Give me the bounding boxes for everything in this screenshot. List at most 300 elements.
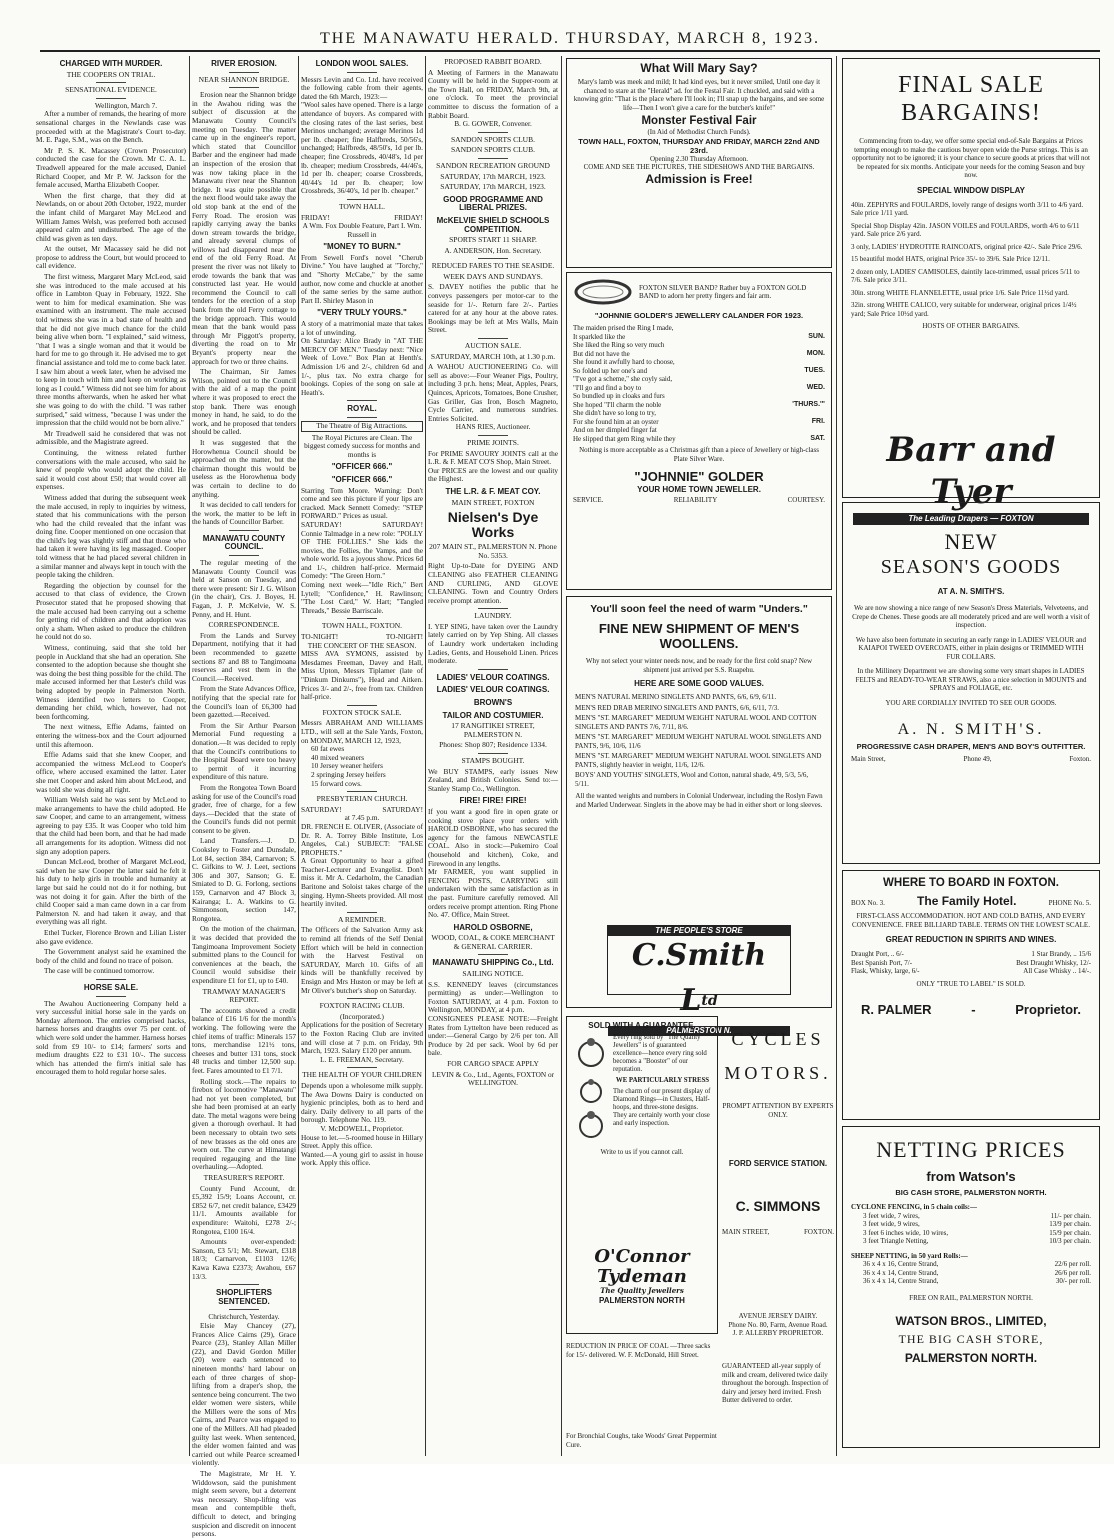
subheadline: TOWN HALL. bbox=[338, 201, 386, 211]
article-paragraph: The Chairman, Sir James Wilson, pointed out to the Council with the aid of a map the point where it was proposed to erect the stop bank. There was enough money in hand, he said, to do the work, and he proposed that tenders should be called. bbox=[192, 367, 296, 437]
separator bbox=[229, 72, 259, 73]
price-value: 15/9 per chain. bbox=[1049, 1228, 1091, 1237]
notice-label: FRIDAY! bbox=[394, 212, 423, 222]
ad-text: GREAT REDUCTION IN SPIRITS AND WINES. bbox=[885, 935, 1057, 944]
ad-guarantee bbox=[566, 1016, 718, 1334]
price-item: 3 feet wide, 7 wires, bbox=[863, 1211, 920, 1220]
notice-text: SPORTS START 11 SHARP. bbox=[449, 235, 537, 245]
ad-text: In the Millinery Department we are showing some very smart shapes in LADIES FELTS and READY-TO-WEAR STRAWS, also a nice selection in MOUNTS and SPRAYS and FOLIAGE, etc. bbox=[855, 667, 1087, 692]
article-paragraph: On the motion of the chairman, it was decided that provided the Tangimoana Improvement Society submitted plans to the Council for conveniences at the beach, the Council would subsidise their expenditure £1 for £1, up to £40. bbox=[192, 924, 296, 985]
verse-line bbox=[573, 409, 825, 418]
article-paragraph: Regarding the objection by counsel for the accused to that class of evidence, the Crown Prosecutor stated that he proposed showing that the male accused had been carrying out a scheme for getting rid of children and that adoption was only a sham. When asked to produce the children he could not do so. bbox=[36, 580, 186, 642]
ad-text: AT A. N. SMITH'S. bbox=[937, 587, 1005, 596]
price-value: 13/9 per chain. bbox=[1049, 1220, 1091, 1228]
price-value: 22/6 per roll. bbox=[1054, 1260, 1091, 1268]
separator bbox=[229, 87, 259, 88]
article-paragraph: Land Transfers.—J. D. Cooksley to Foster and Dunsdale, Lot 84, section 384, Carnarvon; S. C. Gifkins to W. J. Leet, sections 306 and 307, Sanson; G. E. Smiated to D. G. Forlong, sections 159, Carnarvon and 47 Block 3, Kairanga; L. A. Watkins to G. Simmonson, section 147, Rongotea. bbox=[192, 836, 296, 923]
ad-title: CYCLES bbox=[731, 1029, 825, 1049]
article-paragraph: Elsie May Chancey (27), Frances Alice Cairns (29), Grace Pearce (23), Stanley Allan Miller (22), and David Gordon Miller (20) were each sentenced to nineteen months' hard labour on each of three charges of shop-lifting from a draper's shop, the sentence being concurrent. The two elder women were sisters, while the Millers were the sons of Mrs Cairns, and Pearce was engaged to one of the Millers. All had pleaded guilty last week. When sentenced, the elder women fainted and was carried out while Pearce screamed violently. bbox=[192, 1320, 296, 1468]
ad-title: PALMERSTON NORTH. bbox=[904, 1351, 1038, 1365]
list-item: Special Shop Display 42in. JASON VOILES and FOULARDS, worth 4/6 to 6/11 yard. Sale price 2/6 yard. bbox=[851, 221, 1080, 238]
notice-label: SATURDAY! bbox=[382, 519, 423, 529]
notice-text: MAIN STREET, FOXTON bbox=[451, 497, 535, 507]
notice-text: SATURDAY, MARCH 10th, at 1.30 p.m. bbox=[430, 351, 556, 361]
notice-text: For PRIME SAVOURY JOINTS call at the L.R. & F. MEAT CO'S Shop, Main Street. bbox=[428, 448, 558, 467]
price-value: 30/- per roll. bbox=[1055, 1277, 1091, 1285]
notice-text: at 7.45 p.m. bbox=[344, 813, 380, 823]
verse-text: It sparkled like the bbox=[573, 332, 626, 341]
separator bbox=[96, 82, 126, 83]
separator bbox=[478, 954, 508, 955]
price-item: 36 x 4 x 14, Centre Strand, bbox=[863, 1268, 939, 1277]
subheadline: THE COOPERS ON TRIAL. bbox=[66, 69, 156, 79]
price-row bbox=[851, 959, 1091, 968]
article-paragraph: The regular meeting of the Manawatu County Council was held at Sanson on Tuesday, and there were present: Sir J. G. Wilson (in the chair), Crs. J. Boyes, H. Fagan, J. P. McKelvie, W. S. Penny, and H. Hunt. bbox=[192, 558, 296, 619]
signature: HANS RIES, Auctioneer. bbox=[455, 422, 531, 432]
price-list bbox=[851, 1212, 1091, 1246]
ad-title: The Family Hotel. bbox=[917, 894, 1017, 908]
column-rule bbox=[425, 56, 426, 1456]
list-item: 15 beautiful model HATS, original Price 35/- to 39/6. Sale Price 12/11. bbox=[851, 255, 1050, 263]
verse-line bbox=[573, 367, 825, 376]
notice-text: The Royal Pictures are Clean. The biggest comedy success for months and months is bbox=[304, 432, 420, 459]
column-rule bbox=[298, 56, 299, 1456]
price-row bbox=[851, 967, 1091, 976]
headline: HORSE SALE. bbox=[83, 982, 139, 992]
notice-text: Mr FARMER, you want supplied in FENCING POSTS, CARRYING still undertaken with the same satisfaction as in the past. Furniture carefully removed. All orders receive prompt attention. Ring Phone No. 47. Office, Main Street. bbox=[428, 867, 558, 920]
subheadline: FOXTON RACING CLUB. bbox=[319, 1001, 405, 1011]
ad-text: FOXTON. bbox=[803, 1228, 834, 1236]
ad-johnnie-golder bbox=[566, 272, 832, 590]
article-paragraph: Rolling stock.—The repairs to firebox of locomotive "Manawatu" had not yet been completed, but she had been promised at an early date. The metal wagons were being given a thorough overhaul. It had been necessary to obtain two sets of new brasses as the old ones are worn out. The curve at Himatangi required regauging and the line overhauling.—Adopted. bbox=[192, 1076, 296, 1172]
notice-text: Coming next week—"Idle Rich," Bert Lytell; "Confidence," H. Rawlinson; "The Lost Card," W. Hart; "Tangled Threads," Bessie Barriscale. bbox=[301, 580, 423, 615]
headline: LADIES' VELOUR COATINGS. bbox=[436, 672, 550, 682]
notice-text: CONSIGNEES PLEASE NOTE:—Freight Rates from Lyttelton have been reduced as under:—General Cargo by 2/6 per ton. All Produce by 2d per sack. Wool by 6d per bale. bbox=[428, 1014, 558, 1058]
subheadline: PRESBYTERIAN CHURCH. bbox=[316, 794, 408, 804]
article-paragraph: It was decided to call tenders for the work, the matter to be left in the hands of Councillor Barber. bbox=[192, 500, 296, 527]
verse-text: And on her dimpled finger fat bbox=[573, 426, 657, 434]
article-paragraph: From the Lands and Survey Department, notifying that it had been recommended to gazette sections 87 and 88 to Tangimoana reserves and vest them in the Council.—Received. bbox=[192, 630, 296, 683]
notice-text: S. DAVEY notifies the public that he conveys passengers per motor-car to the seaside for 1/-. Return fare 2/-. Parties catered for at any hour at the above rates. Bookings may be left at Mrs Walls, Main Street. bbox=[428, 282, 558, 335]
subheadline: SANDON RECREATION GROUND bbox=[436, 160, 550, 170]
article-paragraph: Continuing, the witness related further conversations with the male accused, who said he knew of people who would adopt the child. He said it would cost about £50; that would cover all expenses. bbox=[36, 447, 186, 492]
ad-title: Monster Festival Fair bbox=[641, 115, 757, 127]
notice-text: House to let.—5-roomed house in Hillary Street. Apply this office. bbox=[301, 1132, 423, 1151]
verse-day: MON. bbox=[806, 349, 825, 357]
verse-text: "I've got a scheme," she coyly said, bbox=[573, 375, 673, 383]
separator bbox=[478, 258, 508, 259]
verse-day: TUES. bbox=[804, 366, 825, 374]
logo-text: C.Smith L bbox=[631, 938, 767, 1018]
ad-title: R. PALMER bbox=[861, 1002, 932, 1017]
signature: A. ANDERSON, Hon. Secretary. bbox=[444, 245, 542, 255]
subheadline: TOWN HALL, FOXTON. bbox=[321, 621, 403, 631]
ad-text: FORD SERVICE STATION. bbox=[728, 1159, 828, 1168]
notice-text: If you want a good fire in open grate or cooking stove place your orders with HAROLD OSBORNE, who has secured the agency for the famous NEWCASTLE COAL. Also in stock:—Pukemiro Coal (household and kitchen), Coke, and Firewood in any lengths. bbox=[428, 806, 558, 868]
list-item: MEN'S "ST. MARGARET" MEDIUM WEIGHT NATURAL WOOL SINGLETS AND PANTS, 9/6, 10/6, 11/6 bbox=[575, 733, 822, 750]
price-item: Best Draught Whisky, 12/- bbox=[1016, 958, 1091, 967]
separator bbox=[347, 791, 377, 792]
article-paragraph: The Magistrate, Mr H. Y. Widdowson, said the punishment might seem severe, but a deterrent was necessary. Shop-lifting was mean and contemptible theft, difficult to detect, and bringing suspicion and discredit on innocent persons. bbox=[192, 1469, 296, 1539]
subheadline: WEEK DAYS AND SUNDAYS. bbox=[443, 271, 543, 281]
article-paragraph: From the Sir Arthur Pearson Memorial Fund requesting a donation.—It was decided to reply that the Council's contributions to the Hospital Board were too heavy to permit of it incurring expenditure of this nature. bbox=[192, 720, 296, 782]
list-item: MEN'S NATURAL MERINO SINGLETS AND PANTS, 6/6, 6/9, 6/11. bbox=[575, 693, 777, 701]
ad-text: (In Aid of Methodist Church Funds). bbox=[647, 128, 751, 136]
ad-title: FINAL SALE bbox=[898, 72, 1044, 98]
ad-title: NEW bbox=[944, 529, 998, 554]
ad-mary-say bbox=[566, 58, 832, 268]
separator bbox=[347, 417, 377, 418]
price-row bbox=[851, 1260, 1091, 1269]
price-row bbox=[851, 1269, 1091, 1278]
logo-place: PALMERSTON N. bbox=[608, 1026, 790, 1036]
verse-line bbox=[573, 384, 825, 393]
ad-text: "JOHNNIE GOLDER'S JEWELLERY CALANDER FOR 1923. bbox=[594, 311, 804, 320]
item-list bbox=[851, 201, 1091, 319]
article-paragraph: The next witness, Effie Adams, fainted on entering the witness-box and the Court adjourned until this afternoon. bbox=[36, 722, 186, 749]
price-item: Draught Port, .. 6/- bbox=[851, 950, 904, 958]
ad-title: MOTORS. bbox=[724, 1063, 832, 1083]
article-paragraph: Mr Treadwell said he considered that was not admissible, and the Magistrate agreed. bbox=[36, 428, 186, 447]
price-value: 11/- per chain. bbox=[1050, 1211, 1091, 1220]
dateline: Wellington, March 7. bbox=[94, 100, 158, 110]
subheadline: PRIME JOINTS. bbox=[467, 437, 519, 447]
price-row bbox=[851, 1237, 1091, 1246]
film-title: "OFFICER 666." bbox=[331, 474, 393, 484]
ad-title: You'll soon feel the need of warm "Unders." bbox=[590, 603, 808, 615]
logo-text: O'Connor bbox=[594, 1246, 690, 1267]
ad-text: We are now showing a nice range of new Season's Dress Materials, Velveteens, and Crepe de Chenes. These goods are all moderately priced and are well worth a visit of inspection. bbox=[852, 604, 1090, 629]
notice-text: WOOD, COAL, & COKE MERCHANT & GENERAL CARRIER. bbox=[431, 933, 555, 951]
notice-label: TO-NIGHT! bbox=[385, 632, 423, 642]
separator bbox=[347, 199, 377, 200]
subheadline: SANDON SPORTS CLUB. bbox=[451, 134, 535, 144]
separator bbox=[478, 608, 508, 609]
ad-title: WATSON BROS., LIMITED, bbox=[895, 1314, 1047, 1328]
subheadline: TREASURER'S REPORT. bbox=[203, 1173, 285, 1183]
notice-text: A story of a matrimonial maze that takes a lot of unwinding. bbox=[301, 319, 423, 337]
verse-text: The maiden prised the Ring I made, bbox=[573, 324, 674, 332]
ad-title: FINE NEW SHIPMENT OF MEN'S WOOLLENS. bbox=[598, 621, 800, 651]
headline: TAILOR AND COSTUMIER. bbox=[442, 710, 544, 720]
list-item: MEN'S RED DRAB MERINO SINGLETS AND PANTS, 6/6, 6/11, 7/3. bbox=[575, 703, 779, 712]
separator bbox=[229, 530, 259, 531]
list-item: MEN'S "ST. MARGARET" MEDIUM WEIGHT NATURAL WOOL SINGLETS AND PANTS, slightly heavier in weight, 11/6, 12/6. bbox=[575, 752, 822, 769]
ad-title: WHERE TO BOARD IN FOXTON. bbox=[883, 877, 1059, 889]
subheadline: THE HEALTH OF YOUR CHILDREN bbox=[302, 1070, 422, 1080]
notice-text: SATURDAY, 17th MARCH, 1923. bbox=[440, 171, 546, 181]
headline: ROYAL. bbox=[347, 404, 377, 414]
notice-text: S.S. KENNEDY leaves (circumstances permitting) as under:—Wellington to Foxton SATURDAY, at 4 p.m. Foxton to Wellington, MONDAY, at 4 p.m. bbox=[428, 979, 558, 1015]
verse-line bbox=[573, 435, 825, 444]
verse-block bbox=[573, 324, 825, 443]
article-paragraph: It was suggested that the Horowhenua Council should be approached on the matter, but the chairman thought this would be useless as the Horowhenua body was certain to decline to do anything. bbox=[192, 437, 296, 499]
separator bbox=[347, 400, 377, 401]
list-item: MEN'S "ST. MARGARET" MEDIUM WEIGHT NATURAL WOOL AND COTTON SINGLETS AND PANTS 7/6, 7/11, 8/6. bbox=[575, 714, 817, 731]
logo-banner: THE PEOPLE'S STORE bbox=[608, 926, 790, 936]
article-paragraph: After a number of remands, the hearing of more sensational charges in the Newlands case was proceeded with at the Magistrate's Court to-day. M. E. Page, S.M., was on the Bench. bbox=[36, 109, 186, 145]
verse-text: She liked the Ring so very much bbox=[573, 341, 665, 349]
ad-text: Commencing from to-day, we offer some special end-of-Sale Bargains at Prices tempting enough to make the cautious buyer open wide the Purse strings. This is an opportunity not to be ignored; it is your chance to secure goods at prices that will not be repeated for six months. Anticipate your needs for the coming Season and buy now. bbox=[852, 137, 1090, 179]
article-paragraph: Mr P. S. K. Macassey (Crown Prosecutor) conducted the case for the Crown. Mr C. A. L. Treadwell appeared for the male accused, Daniel Richard Cooper, and Mr P. W. Jackson for the female accused, Martha Elizabeth Cooper. bbox=[36, 145, 186, 190]
subheadline: TRAMWAY MANAGER'S REPORT. bbox=[202, 986, 286, 1005]
list-item: 30in. strong WHITE FLANNELETTE, usual price 1/6. Sale Price 11½d yard. bbox=[851, 288, 1069, 297]
verse-line bbox=[573, 324, 825, 333]
list-item: 32in. strong WHITE CALICO, very suitable for underwear, original prices 1/4½ yard; Sale Price 10½d yard. bbox=[851, 301, 1077, 318]
separator bbox=[229, 1284, 259, 1285]
notice-text: A Great Opportunity to hear a gifted Teacher-Lecturer and Evangelist. Don't miss it. Mr A. Cedarholm, the Canadian Baritone and Soloist takes charge of the singing. Hymn-Sheets provided. All most heartily invited. bbox=[301, 856, 423, 909]
separator bbox=[96, 996, 126, 997]
ad-text: RELIABILITY bbox=[673, 496, 718, 504]
price-value: 26/6 per roll. bbox=[1054, 1268, 1091, 1277]
article-paragraph: County Fund Account, dr. £5,392 15/9; Loans Account, cr. £852 6/7, net credit balance, £3429 11/1. Amounts available for expenditure: Waitohi, £278 2/-; Rongotea, £100 16/4. bbox=[192, 1183, 296, 1236]
headline: HAROLD OSBORNE, bbox=[453, 922, 533, 932]
notice-text: Connie Talmadge in a new role: "POLLY OF THE FOLLIES." She kids the movies, the Follies, the Vamps, and the whole world. Its a joyous show. Prices 6d and 1/-, children half-price. Mermaid Comedy: "The Green Horn." bbox=[301, 528, 423, 581]
price-list bbox=[851, 1260, 1091, 1286]
film-title: "VERY TRULY YOURS." bbox=[317, 308, 407, 318]
ad-text: Why not select your winter needs now, and be ready for the first cold snap? New shipment just arrived per S.S. Ruapehu. bbox=[585, 657, 813, 674]
ad-title: What Will Mary Say? bbox=[640, 61, 758, 75]
notice-text: 207 MAIN ST., PALMERSTON N. Phone No. 5353. bbox=[429, 542, 557, 560]
subheadline: AUCTION SALE. bbox=[464, 341, 522, 351]
notice-text: A Wm. Fox Double Feature, Part I. Wm. Russell in bbox=[302, 221, 422, 239]
verse-text: He slipped that gem Ring while they bbox=[573, 434, 676, 443]
barr-tyer-logo bbox=[853, 429, 1089, 523]
notice-label: SATURDAY! bbox=[301, 519, 342, 529]
ad-text: TOWN HALL, FOXTON, THURSDAY AND FRIDAY, MARCH 22nd AND 23rd. bbox=[578, 136, 820, 155]
ad-text: Phone 49, bbox=[963, 755, 992, 763]
headline: SHOPLIFTERS SENTENCED. bbox=[215, 1288, 272, 1306]
article-paragraph: Witness, continuing, said that she told her people in Auckland that she had an operation. She consented to the adoption because she thought she was doing the best thing possible for the child. The male accused informed her that Lester's child was being adopted by people in Palmerston North. Witness identified two letters to Cooper, demanding her child, which, however, had not been forthcoming. bbox=[36, 643, 186, 721]
film-title: "OFFICER 666." bbox=[331, 462, 393, 472]
notice-text: Depends upon a wholesome milk supply. The Awa Downs Dairy is conducted on hygienic principles, both as to herd and dairy. Daily delivery to all parts of the borough. Telephone No. 119. bbox=[301, 1080, 423, 1125]
ad-title: BARGAINS! bbox=[901, 100, 1041, 126]
subheadline: NEAR SHANNON BRIDGE. bbox=[198, 74, 290, 84]
ad-new-season bbox=[842, 502, 1100, 864]
verse-line bbox=[573, 333, 825, 342]
headline: CHARGED WITH MURDER. bbox=[59, 59, 163, 68]
subheadline: LAUNDRY. bbox=[474, 611, 512, 621]
ad-text: Opening 2.30 Thursday Afternoon. bbox=[649, 154, 749, 163]
separator bbox=[478, 669, 508, 670]
ad-text: We have also been fortunate in securing an early range in LADIES' VELOUR and KAIAPOI TWEED OVERCOATS, either in plain designs or TRIMMED WITH FUR COLLARS. bbox=[855, 635, 1087, 661]
ad-text: SERVICE. bbox=[573, 496, 604, 504]
notice-text: Wanted.—A young girl to assist in house work. Apply this office. bbox=[301, 1149, 423, 1168]
ad-text: Every ring sold by "The Quality Jewellers" is of guaranteed excellence—hence every ring sold becomes a "Booster" of our reputation. bbox=[613, 1034, 707, 1073]
notice-text: Messrs ABRAHAM AND WILLIAMS LTD., will sell at the Sale Yards, Foxton, on MONDAY, MARCH 12, 1923, bbox=[301, 718, 423, 745]
verse-line bbox=[573, 392, 825, 401]
notice-text: A WAHOU AUCTIONEERING Co. will sell as above:—Four Weaner Pigs, Poultry, including 3 pr.h. hens; Meat, Apples, Pears, Quinces, Apricots, Tomatoes, Bone Crusher, Gas Griller, Gas Iron, Bosch Magneto, Cycle Carrier, and numerous sundries. Entries Solicited. bbox=[428, 362, 558, 423]
ad-title: SEASON'S GOODS bbox=[880, 556, 1062, 578]
price-row bbox=[851, 1277, 1091, 1286]
article-paragraph: Effie Adams said that she knew Cooper, and accompanied the witness McLeod to Cooper's office, where accused examined the latter. Later she met Cooper and asked him about McLeod, and was told she was doing all right. bbox=[36, 750, 186, 794]
ad-text: COME AND SEE THE PICTURES, THE SIDESHOWS AND THE BARGAINS. bbox=[583, 163, 815, 171]
subheadline: STAMPS BOUGHT. bbox=[461, 756, 525, 765]
verse-line bbox=[573, 418, 825, 427]
verse-day: SUN. bbox=[808, 332, 825, 340]
ad-text: CYCLONE FENCING, in 5 chain coils:— bbox=[851, 1203, 978, 1211]
ad-family-hotel: WHERE TO BOARD IN FOXTON. BOX No. 3. The Family Hotel. PHONE No. 5. FIRST-CLASS ACCOMMODATION. HOT AND COLD BATHS, AND EVERY CONVENIENCE. FREE BILLIARD TABLE. TERMS ON THE LOWEST SCALE. GREAT REDUCTION IN SPIRITS AND WINES. Draught Port, .. 6/- 1 Star Brandy, .. 15/6 Best Spanish Port, 7/- Best Draught Whisky, 12/- Flask, Whisky, large, 6/- All Case Whisky .. 14/-. ONLY "TRUE TO LABEL" IS SOLD. R. PALMER - Proprietor. bbox=[842, 870, 1100, 1120]
logo-place: PALMERSTON NORTH bbox=[599, 1295, 685, 1305]
ad-text: Foxton. bbox=[1069, 755, 1091, 763]
verse-text: She found it awfully hard to choose, bbox=[573, 358, 675, 366]
separator bbox=[347, 618, 377, 619]
ad-text: FOXTON SILVER BAND? Rather buy a FOXTON GOLD BAND to adorn her pretty fingers and fair arm. bbox=[639, 283, 807, 300]
column-4 bbox=[428, 56, 558, 1456]
signature: V. McDOWELL, Proprietor. bbox=[320, 1123, 404, 1133]
notice-text: Starring Tom Moore. Warning: Don't come and see this picture if your lips are cracked. Mack Sennett Comedy: "STEP FORWARD." Prices as usual. bbox=[301, 485, 423, 521]
ad-title: NETTING PRICES bbox=[876, 1137, 1066, 1162]
separator bbox=[347, 1067, 377, 1068]
ad-jersey-dairy bbox=[722, 1312, 834, 1358]
subheadline: REDUCED FARES TO THE SEASIDE. bbox=[431, 261, 555, 271]
ad-final-sale bbox=[842, 58, 1100, 523]
column-rule bbox=[189, 56, 190, 1456]
article-paragraph: "Wool sales have opened. There is a large attendance of buyers. As compared with the closing rates of the last series, best Merinos unchanged; average Merinos 1d per lb. cheaper; fine Halfbreds, 50/56's, unchanged; Halfbreds, 48/50's, 1d per lb. cheaper; fine Crossbreds, 40/48's, 1d per lb. cheaper; medium Crossbreds, 44/46's, 1d per lb. cheaper; coarse Crossbreds, 40/44's 1d per lb. cheaper; low Crossbreds, 36/40's, 1d per lb. cheaper." bbox=[301, 100, 423, 196]
ad-netting-prices bbox=[842, 1126, 1100, 1448]
price-item: 1 Star Brandy, .. 15/6 bbox=[1031, 950, 1091, 958]
ad-title: from Watson's bbox=[926, 1169, 1016, 1184]
subheadline: FOXTON STOCK SALE. bbox=[322, 707, 402, 717]
article-paragraph: William Welsh said he was sent by McLeod to make arrangements to have the child adopted. He saw Cooper, and came to an arrangement, witness agreeing to pay £35. It was Cooper who told him that the child had been born, and that he had made all arrangements for its adoption. Witness did not sign any adoption papers. bbox=[36, 795, 186, 856]
verse-day: FRI. bbox=[811, 417, 825, 425]
verse-text: "I'll go and find a boy to bbox=[573, 383, 642, 392]
separator bbox=[478, 753, 508, 754]
masthead-rule bbox=[40, 50, 1100, 52]
ad-text: WE PARTICULARLY STRESS bbox=[615, 1077, 710, 1084]
ad-text: PHONE No. 5. bbox=[1048, 899, 1091, 907]
ad-title: Proprietor. bbox=[1015, 1002, 1081, 1017]
ad-text: FREE ON RAIL, PALMERSTON NORTH. bbox=[909, 1293, 1033, 1302]
logo-ltd: td bbox=[701, 993, 718, 1009]
verse-line bbox=[573, 358, 825, 367]
ad-text: BOX No. 3. bbox=[851, 899, 885, 907]
subheadline: FOR CARGO SPACE APPLY bbox=[447, 1059, 539, 1068]
jewellery-icon bbox=[572, 1034, 610, 1144]
column-1 bbox=[36, 56, 186, 1456]
notice-text: I. YEP SING, have taken over the Laundry lately carried on by Yep Shing. All classes of Laundry work undertaken including Ladies, Gents, and Household Linen. Prices moderate. bbox=[428, 621, 558, 666]
ad-title: Admission is Free! bbox=[645, 171, 753, 186]
article-paragraph: At the outset, Mr Macassey said he did not propose to address the Court, but would proceed to call evidence. bbox=[36, 244, 186, 271]
logo-text: Tydeman bbox=[597, 1266, 687, 1287]
notice-text: On Saturday: Alice Brady in "AT THE MERCY OF MEN." Tuesday next: "Nice Week of Love." Box Plan at Henth's. Admission 1/6 and 2/-, children 6d and 1/-, plus tax. No extra charge for bookings. Copies of the song on sale at Heath's. bbox=[301, 336, 423, 397]
ad-text: COURTESY. bbox=[787, 496, 825, 504]
separator bbox=[347, 912, 377, 913]
article-paragraph: From the Rongotea Town Board asking for use of the Council's road grader, free of charge, for a few days.—Decided that the state of the Council's funds did not permit consent to be given. bbox=[192, 782, 296, 835]
ad-title: SOLD WITH A GUARANTEE. bbox=[588, 1021, 696, 1030]
separator bbox=[347, 72, 377, 73]
notice-text: SATURDAY, 17th MARCH, 1923. bbox=[440, 182, 546, 192]
notice-text: 17 RANGITIKEI STREET, PALMERSTON N. bbox=[451, 721, 535, 739]
price-list bbox=[851, 950, 1091, 976]
notice-text: From Sewell Ford's novel "Cherub Divine." You have laughed at "Torchy," and "Shorty McCabe," by the same author, now come and chuckle at another of the same series by the same author. Part II. Shirley Mason in bbox=[301, 252, 423, 305]
price-item: 36 x 4 x 16, Centre Strand, bbox=[863, 1260, 939, 1268]
verse-line bbox=[573, 341, 825, 350]
ad-text: AVENUE JERSEY DAIRY. bbox=[738, 1312, 818, 1320]
ad-title: THE BIG CASH STORE, bbox=[898, 1332, 1044, 1346]
dateline: Christchurch, Yesterday. bbox=[208, 1312, 280, 1322]
masthead: THE MANAWATU HERALD. THURSDAY, MARCH 8, 1923. bbox=[319, 30, 820, 47]
subheadline: SENSATIONAL EVIDENCE. bbox=[65, 85, 157, 95]
column-2 bbox=[192, 56, 296, 1539]
separator bbox=[229, 555, 259, 556]
article-paragraph: Ethel Tucker, Florence Brown and Lilian Lister also gave evidence. bbox=[36, 928, 186, 946]
column-rule bbox=[561, 56, 562, 1456]
separator bbox=[347, 998, 377, 999]
list-item: 40in. ZEPHYRS and FOULARDS, lovely range of designs worth 3/11 to 4/6 yard. Sale price 1/11 yard. bbox=[851, 200, 1084, 217]
price-row bbox=[851, 1229, 1091, 1238]
price-item: 36 x 4 x 14, Centre Strand, bbox=[863, 1277, 939, 1285]
notice-text: THE CONCERT OF THE SEASON. bbox=[307, 640, 417, 650]
headline: MANAWATU COUNTY COUNCIL. bbox=[202, 533, 286, 552]
price-value: 10/3 per chain. bbox=[1049, 1237, 1091, 1245]
article-paragraph: Messrs Levin and Co. Ltd. have received the following cable from their agents, dated the 6th March, 1923:— bbox=[301, 74, 423, 101]
subheadline: SAILING NOTICE. bbox=[462, 969, 524, 979]
ad-text: The charm of our present display of Diamond Rings—in Clusters, Half-hoops, and three-stone designs. They are certainly worth your close and early inspection. bbox=[613, 1088, 711, 1127]
notice-label: FRIDAY! bbox=[301, 212, 330, 222]
list-item: BOYS' AND YOUTHS' SINGLETS, Wool and Cotton, natural shade, 4/9, 5/3, 5/6, 5/11. bbox=[575, 771, 809, 788]
verse-line bbox=[573, 401, 825, 410]
notice-list: 60 fat ewes 40 mixed weaners 10 Jersey weaner heifers 2 springing Jersey heifers 15 forward cows. bbox=[311, 744, 386, 788]
verse-text: But did not have the bbox=[573, 349, 630, 358]
logo-text: The Quality Jewellers bbox=[600, 1286, 684, 1295]
separator bbox=[478, 158, 508, 159]
classified-coal: REDUCTION IN PRICE OF COAL —Three sacks for 15/- delivered. W. F. McDonald, Hill Street. bbox=[566, 1342, 711, 1359]
verse-day: SAT. bbox=[810, 434, 825, 442]
price-item: All Case Whisky .. 14/-. bbox=[1023, 967, 1091, 975]
price-item: 3 feet 6 inches wide, 10 wires, bbox=[863, 1228, 949, 1237]
ad-title: C. SIMMONS bbox=[735, 1198, 821, 1214]
verse-line bbox=[573, 375, 825, 384]
price-item: 3 feet Triangle Netting, bbox=[863, 1237, 929, 1245]
ad-text: MAIN STREET, bbox=[722, 1228, 770, 1236]
article-paragraph: Amounts over-expended: Sanson, £3 5/1; Mt. Stewart, £318 18/3; Carnarvon, £1103 12/6; Kawa Kawa £2373; Awahou, £67 13/3. bbox=[192, 1237, 296, 1281]
ad-text: Nothing is more acceptable as a Christmas gift than a piece of Jewellery or high-class Plate Silver Ware. bbox=[579, 446, 819, 463]
subheadline: SANDON SPORTS CLUB. bbox=[451, 145, 535, 155]
ad-text: J. P. ALLERBY PROPRIETOR. bbox=[732, 1329, 824, 1337]
ad-text: HERE ARE SOME GOOD VALUES. bbox=[634, 679, 764, 688]
ring-icon bbox=[573, 277, 633, 307]
price-row bbox=[851, 1212, 1091, 1221]
article-paragraph: The first witness, Margaret Mary McLeod, said she was introduced to the male accused at his office in Lambton Quay in February, 1922. She went to him for medical examination. She was examined with an instrument. The male accused told witness she was in a bad state of health and that he did not give much chance for the child being alive when born. "I explained," said witness, "that I was a single woman and that it would be hard for me to go through it. He advised me to get financial assistance and told me to come back later. I saw him about a week later, when he advised me to keep in touch with him and keep on working as long as I could." Witness did not see him for about three months afterwards, when he asked her what she was going to do with the child. "I was rather surprised," said witness, "because I was under the impression that the child would not be born alive." bbox=[36, 272, 186, 428]
ad-cycles-motors bbox=[722, 1020, 834, 1310]
separator bbox=[478, 435, 508, 436]
headline: FIRE! FIRE! FIRE! bbox=[459, 796, 527, 806]
oconnor-tydeman-logo bbox=[573, 1247, 711, 1327]
verse-text: So folded up her one's and bbox=[573, 366, 648, 375]
notice-text: Right Up-to-Date for DYEING AND CLEANING also FEATHER CLEANING AND CURLING, AND GLOVE CLEANING. Town and Country Orders receive prompt attention. bbox=[428, 561, 558, 605]
verse-text: She didn't have so long to try, bbox=[573, 409, 657, 417]
logo-tagline: The Leading Drapers — FOXTON bbox=[853, 513, 1089, 525]
ad-text: Main Street, bbox=[851, 755, 886, 763]
article-paragraph: When the first charge, that they did at Newlands, on or about 20th October, 1922, murder the infant child of Margaret May McLeod and William James Welsh, was preferred both accused appeared calm and undisturbed. The age of the child was given as ten days. bbox=[36, 190, 186, 243]
separator bbox=[478, 132, 508, 133]
signature: L. E. FREEMAN, Secretary. bbox=[320, 1054, 404, 1064]
ad-text: YOUR HOME TOWN JEWELLER. bbox=[637, 485, 761, 494]
price-item: 3 feet wide, 9 wires, bbox=[863, 1220, 920, 1228]
headline: GOOD PROGRAMME AND LIBERAL PRIZES. bbox=[443, 194, 543, 213]
notice-text: The Officers of the Salvation Army ask to remind all friends of the Self Denial Effort which will be held in connection with the Harvest Festival on SATURDAY, March 10. Gifts of all kinds will be thankfully received by Ensign and Mrs Huston or may be left at Mr Oliver's butcher's shop on Saturday. bbox=[301, 925, 423, 995]
ad-text: Mary's lamb was meek and mild; It had kind eyes, but it never smiled, Until one day it chanced to stare at the "Herald" ad. for the Festal Fair. It chuckled, and said with a knowing grin: "That is the place where I'll look in; I'll snap up the bargains, and see some life—Then I won't give a care for the butcher's knife!" bbox=[573, 78, 825, 112]
headline: RIVER EROSION. bbox=[211, 59, 277, 68]
notice-text: A Meeting of Farmers in the Manawatu County will be held in the Supper-room at the Town Hall, on FRIDAY, March 9th, at one o'clock. To meet the provincial committee to discuss the formation of a Rabbit Board. bbox=[428, 67, 558, 120]
subheadline: CORRESPONDENCE. bbox=[208, 620, 280, 630]
article-paragraph: The Awahou Auctioneering Company held a very successful initial horse sale in the yards on Monday afternoon. The entries comprised hacks, harness horses and draughts over 75 per cent. of which were sold under the hammer. Harness horses sold from £9 10/- to £14; farmers' sorts and medium draughts £22 to £31 10/-. The success which has attended the firm's initial sale has encouraged them to hold regular horse sales. bbox=[36, 998, 186, 1077]
ad-title: "JOHNNIE" GOLDER bbox=[634, 469, 764, 484]
list-item: 3 only, LADIES' HYDROTITE RAINCOATS, original price 42/-. Sale Price 29/6. bbox=[851, 242, 1083, 251]
separator bbox=[478, 338, 508, 339]
notice-label: SATURDAY! bbox=[382, 804, 423, 814]
